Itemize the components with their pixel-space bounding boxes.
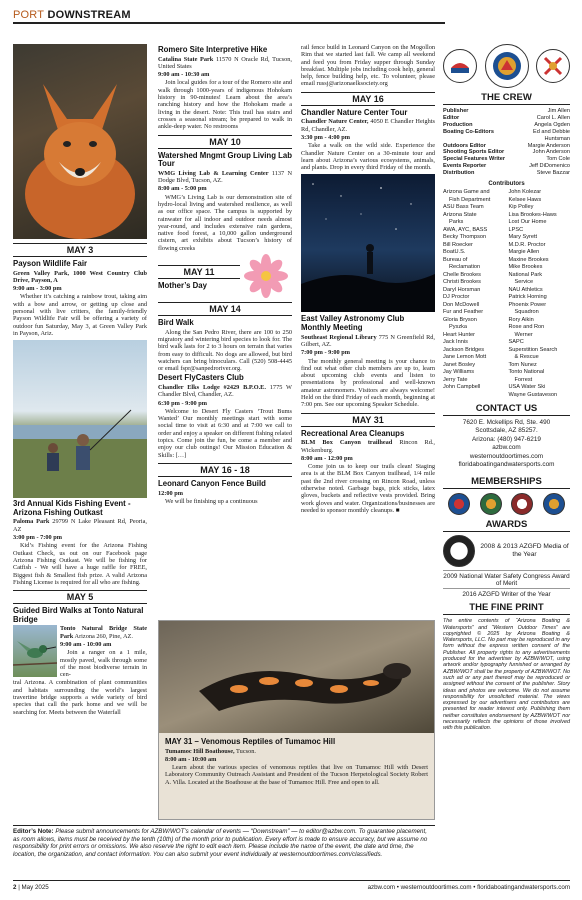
contributor-name: Wayne Gustaveson [508, 391, 558, 398]
contributor-name: DJ Proctor [443, 294, 470, 301]
event-address: 4050 E Chandler Heights Rd, Chandler, AZ. [301, 118, 435, 133]
bird-icon [13, 625, 57, 677]
contact-info [443, 419, 570, 469]
contributor-name: Fish Department [449, 196, 491, 203]
crew-role: Shooting Sports Editor [443, 149, 505, 156]
right-sidebar [443, 40, 570, 732]
contributor-name: & Rescue [514, 354, 539, 361]
event-body: Whether it’s catching a rainbow trout, taking aim with a bow and arrow, or getting up close and personal with live critters, the family-friendly Payson Wildlife Fair will be offering a variety of outdoor fun Saturday, May 3, at Green Valley Park in Payson, Ariz. [13, 293, 147, 337]
event-location: WMG Living Lab & Learning Center [158, 169, 269, 177]
event-time: 8:00 am - 12:00 pm [301, 454, 353, 462]
awards-title: AWARDS [443, 519, 570, 532]
award-text: 2008 & 2013 AZGFD Media of the Year [480, 542, 569, 558]
contributor-name: Heart Hunter [443, 331, 476, 338]
crew-row [443, 136, 570, 143]
award-text: 2016 AZGFD Writer of the Year [443, 588, 570, 601]
crew-role: Distribution [443, 170, 475, 177]
event-body: Welcome to Desert Fly Casters ‘Trout Bums Wanted’ Our monthly meetings start with some social time to visit at 6:30 and at 7:00 we call to order and enjoy a speaker on different fishing related topics. Come join the fun, be come a member and enjoy our club outings! Our Mission Education & Skills: […] [158, 407, 292, 459]
crew-name: Jeff DiDomenico [529, 163, 570, 170]
crew-name: Margie Anderson [527, 142, 570, 149]
event-address: Rincon Rd., Wickenburg. [301, 439, 435, 454]
editors-note [13, 825, 435, 858]
event-location: Southeast Regional Library [301, 333, 377, 341]
event-address: 29799 N Lake Pleasant Rd, Peoria, AZ [13, 518, 147, 533]
crew-row [443, 129, 570, 136]
event-body: WMG’s Living Lab is our demonstration site of hydro-local living and watershed resilience, as well as our office space. The campus is supported by rainwater for all indoor and outdoor needs almost year-round, and includes extensive rain gardens, native food forest, a 10,000 gallon underground cistern, art exhibits about Tucson’s history of flowing creeks [158, 193, 292, 252]
event-body-cont: tral Arizona. A combination of plant communities and habitats surrounding the world’s largest travertine bridge supports a wide variety of bird species that call the park home and we will be searching for. Meets between the Waterfall [13, 679, 147, 716]
fox-photo [13, 44, 147, 239]
arizona-logo-icon [485, 44, 529, 88]
crew-role: Boating Co-Editors [443, 128, 494, 135]
date-may-5: MAY 5 [13, 590, 147, 604]
lizard-icon [159, 621, 434, 733]
contact-website[interactable]: azbw.com [492, 444, 521, 452]
contributor-name: LPSC [508, 226, 524, 233]
event-body: Join a ranger on a 1 mile, mostly paved, walk through some of the most biodiverse terrain in cen- [60, 649, 147, 679]
contributor-name: Rose and Ron [508, 324, 545, 331]
contributor-name: M.D.R. Proctor [508, 241, 546, 248]
contributor-name: ASU Bass Team [443, 204, 484, 211]
event-body: Learn about the various species of venomous reptiles that live on Tumamoc Hill with Desert Laboratory Community Outreach Assistant and President of the Tucson Herpetological Society Robert A. Villa. Located at the Boathouse at the base of Tumamoc Hill. Free and open to all. [165, 764, 428, 786]
footer-sites: azbw.com • westernoutdoortimes.com • floridaboatingandwatersports.com [367, 884, 570, 891]
event-title: Guided Bird Walks at Tonto Natural Bridge [13, 606, 144, 624]
contributor-name: Jack Innis [443, 339, 468, 346]
date-may-10: MAY 10 [158, 135, 292, 149]
contributor-name: Arizona Game and [443, 189, 490, 196]
contributor-name: Jackson Bridges [443, 346, 485, 353]
crew-name: Carol L. Allen [536, 114, 570, 121]
astronomy-photo [301, 174, 435, 312]
event-title: Bird Walk [158, 318, 194, 328]
column-1 [13, 44, 147, 717]
contributor-name: Fur and Feather [443, 309, 484, 316]
event-location: BLM Box Canyon trailhead [301, 439, 393, 447]
gila-monster-photo [159, 621, 434, 733]
crew-name: Ed and Debbie [532, 128, 570, 135]
event-location: Tonto Natural Bridge State Park [60, 625, 147, 640]
event-time: 12:00 pm [158, 489, 184, 497]
section-header: PORT DOWNSTREAM [13, 9, 131, 21]
flower-icon [240, 254, 292, 298]
event-address: 1775 W Chandler Blvd, Chandler, AZ. [158, 383, 292, 399]
crew-name: Steve Bazzar [536, 170, 570, 177]
event-time: 7:00 pm - 9:00 pm [301, 349, 350, 357]
contributor-name: Arizona State [443, 211, 477, 218]
logos-row [443, 40, 570, 92]
contributor-name: Bureau of [443, 256, 468, 263]
event-address: Arizona 260, Pine, AZ. [74, 632, 133, 640]
fishing-family-icon [13, 340, 147, 498]
date-may-31: MAY 31 [301, 413, 435, 427]
membership-seal-icon [511, 493, 533, 515]
contributor-name: John Kolezar [508, 189, 542, 196]
crew-name: Tom Cole [546, 156, 570, 163]
feature-title: MAY 31 – Venomous Reptiles of Tumamoc Hill [165, 737, 336, 746]
issue-date: May 2025 [21, 884, 49, 891]
fine-print-title: THE FINE PRINT [443, 602, 570, 615]
contributor-name: Jerry Tate [443, 376, 468, 383]
event-time: 9:00 am - 10:30 am [158, 71, 210, 79]
event-body: Join local guides for a tour of the Romero site and walk through 1000-years of indigenous Hohokam history in 90-minutes! Learn about the area’s ranching history and how the Hohokam made a living in the desert. Note: This trail has stairs and crosses a seasonal stream; be prepared to walk in ankle-deep water. No restrooms [158, 79, 292, 131]
event-title: Desert FlyCasters Club [158, 373, 244, 383]
contributor-name: Don McDowell [443, 301, 480, 308]
event-time: 6:30 pm - 9:00 pm [158, 399, 207, 407]
contributor-name: Squadron [514, 309, 539, 316]
event-address: 1137 N Dodge Blvd, Tucson, AZ. [158, 169, 293, 185]
membership-seal-icon [480, 493, 502, 515]
contributor-name: Bill Roecker [443, 241, 473, 248]
contributor-name: Christi Brookes [443, 279, 481, 286]
crew-row [443, 143, 570, 150]
crew-role: Events Reporter [443, 163, 487, 170]
contributor-name: Lost Our Home [508, 219, 547, 226]
crew-row [443, 170, 570, 177]
florida-logo-icon [536, 49, 570, 83]
night-sky-icon [301, 174, 435, 312]
contributor-name: Parks [449, 219, 464, 226]
event-body: The monthly general meeting is your chance to find out what other club members are up to, learn about upcoming club events and listen to presentations by professional and well-known amateur astronomers. Visitors are always welcome! Held on the third Friday of each month, beginning at 7:00 pm. See our upcoming Speaker Schedule. [301, 357, 435, 409]
event-title: Watershed Mngmt Group Living Lab Tour [158, 150, 292, 169]
crew-name: Angela Ogden [534, 121, 570, 128]
contributor-name: Lisa Brookes-Haws [508, 211, 557, 218]
contact-line: Arizona: (480) 947-6219 [472, 435, 541, 443]
crew-row [443, 149, 570, 156]
contributor-name: Rory Aikin [508, 316, 534, 323]
contributor-name: Forrest [514, 376, 533, 383]
contact-line: Scottsdale, AZ 85257. [475, 427, 538, 435]
crew-name: John Anderson [532, 149, 570, 156]
contributor-name: Phoenix Power [508, 301, 547, 308]
crew-name: Huntsman [544, 135, 570, 142]
column-3 [301, 44, 435, 515]
contributor-name: Maxine Brookes [508, 256, 549, 263]
award-row [443, 535, 570, 567]
event-address: Tucson. [236, 747, 256, 755]
event-time: 3:00 pm - 7:00 pm [13, 534, 62, 542]
memberships-title: MEMBERSHIPS [443, 476, 570, 489]
contributor-name: Tom Nunez [508, 361, 537, 368]
contributor-name: Jane Lemon Mott [443, 354, 487, 361]
contributor-name: Kip Polley [508, 204, 534, 211]
membership-logos [443, 493, 570, 515]
event-time: 9:00 am - 10:00 am [60, 640, 112, 648]
contributor-name: Reclamation [449, 264, 481, 271]
event-title: Romero Site Interpretive Hike [158, 45, 268, 54]
date-may-16-18: MAY 16 - 18 [158, 463, 292, 477]
column-2 [158, 44, 292, 506]
crew-row [443, 156, 570, 163]
crew-row [443, 115, 570, 122]
contributor-name: SAPC [508, 339, 524, 346]
fox-icon [13, 44, 147, 239]
fine-print-text: The entire contents of “Arizona Boating & Watersports” and “Western Outdoor Times” are copyrighted © 2025 by Arizona Boating & Watersports, LLC. No part may be reproduced in any form without the express written consent of the Publisher. All property rights to any advertisements produced for the advertiser by AZBW/WOT, using artwork and/or typography furnished or arranged by AZBW/WOT shall be the property of AZBW/WOT. No such ad or any part thereof may be reproduced or assigned without the consent of the publisher. Story ideas and photos are welcome. We do not assume responsibility for unsolicited material. The views expressed by our advertisers and contributors are presented for reader interest only. Publishing them neither constitutes endorsement by AZBW/WOT nor necessarily reflects the opinions of those involved with this publication. [443, 618, 570, 732]
event-address: 775 N Greenfield Rd, Gilbert, AZ. [301, 333, 436, 348]
event-body-cont: rail fence build in Leonard Canyon on the Mogollon Rim that we started last fall. We camp all weekend and feed you from Friday supper through Sunday breakfast. Multiple jobs including cook help, general help, fence building help, etc. To volunteer, please email russj@arizonaelksociety.org [301, 44, 435, 88]
azbw-logo-icon [443, 49, 477, 83]
event-title: Chandler Nature Center Tour [301, 107, 408, 117]
contact-website[interactable]: floridaboatingandwatersports.com [458, 461, 555, 469]
crew-role: Production [443, 121, 473, 128]
date-may-11: MAY 11 [158, 265, 240, 279]
event-body: We will be finishing up a continuous [165, 497, 258, 505]
crew-row [443, 108, 570, 115]
crew-name: Jim Allen [547, 108, 570, 114]
membership-seal-icon [448, 493, 470, 515]
page-footer [13, 880, 570, 892]
event-title: Leonard Canyon Fence Build [158, 478, 266, 488]
event-location: Chandler Elks Lodge #2429 B.P.O.E. [158, 383, 266, 391]
editors-note-label: Editor’s Note: [13, 828, 54, 835]
contributor-name: Gloria Bryson [443, 316, 477, 323]
contributor-name: Tonto National [508, 369, 545, 376]
contributor-name: Daryl Horsman [443, 286, 481, 293]
contributor-name: Pyszka [449, 324, 468, 331]
contact-title: CONTACT US [443, 403, 570, 416]
event-title: Payson Wildlife Fair [13, 259, 88, 268]
crew-role: Editor [443, 114, 460, 121]
contributor-name: Chelle Brookes [443, 271, 481, 278]
contributor-name: Kelsee Haws [508, 196, 542, 203]
contributor-name: Becky Thompson [443, 234, 487, 241]
page-number: 2 [13, 884, 17, 891]
membership-seal-icon [543, 493, 565, 515]
event-time: 8:00 am - 5:00 pm [158, 185, 207, 193]
mothers-day-label: Mother’s Day [158, 280, 207, 290]
contributor-name: John Campbell [443, 384, 481, 391]
crew-row [443, 163, 570, 170]
contributor-name: USA Water Ski [508, 384, 546, 391]
event-body: Along the San Pedro River, there are 100 to 250 migratory and wintering bird species to look for. The bird walk lasts for 2 to 3 hours on terrain that varies from easy to difficult. No dogs are allowed, but bird watchers can bring binoculars. Call (520) 508-4445 or email fspr@sanpedroriver.org. [158, 328, 292, 373]
event-location: Paloma Park [13, 518, 50, 526]
contributor-name: AWA, AYC, BASS [443, 226, 488, 233]
contributor-name: NAU Athletics [508, 286, 543, 293]
editors-note-text: Please submit announcements for AZBW/WOT’s calendar of events — “Downstream” — to editor@azbw.com. To guarantee placement, as room allows, items must be received by the tenth (10th) of the month prior to publication. Every effort is made to ensure accuracy, but we assume no responsibility for print errors or omissions. We also reserve the right to edit each item. Please include the name of the event, the date and time, the location, the organization, and contact information. You can also submit your event individually at westernoutdoortimes.com/classifieds. [13, 828, 428, 858]
date-may-14: MAY 14 [158, 302, 292, 316]
event-location: Green Valley Park, 1000 West Country Club Drive, Payson, A [13, 269, 147, 284]
contributor-name: Janet Bosley [443, 361, 476, 368]
event-title: 3rd Annual Kids Fishing Event - Arizona Fishing Outkast [13, 499, 131, 517]
event-body: Come join us to keep our trails clean! Staging area is at the BLM Box Canyon trailhead, 1/4 mile past the 2nd river crossing on Rincon Road, unless otherwise noted. Garbage bags, pick sticks, latex gloves, buckets and reflective vests provided. Bring work gloves and water. Organizations/businesses are needed to sponsor monthly cleanups. ■ [301, 463, 435, 514]
event-time: 9:00 am - 3:00 pm [13, 285, 62, 293]
contributors-list [443, 189, 570, 399]
crew-role: Publisher [443, 108, 469, 114]
contributor-name: Margie Allen [508, 249, 540, 256]
contributor-name: Jay Williams [443, 369, 475, 376]
date-may-16: MAY 16 [301, 92, 435, 106]
crew-role: Outdoors Editor [443, 142, 486, 149]
contributor-name: Service [514, 279, 534, 286]
contributor-name: Mike Brookes [508, 264, 543, 271]
contributors-title: Contributors [488, 181, 525, 188]
event-location: Chandler Nature Center, [301, 118, 369, 126]
event-address: 11570 N Oracle Rd, Tucson, United States [158, 55, 292, 70]
date-may-3: MAY 3 [13, 243, 147, 257]
hummingbird-photo [13, 625, 57, 677]
event-title: Recreational Area Cleanups [301, 428, 405, 438]
event-title: East Valley Astronomy Club Monthly Meeting [301, 314, 405, 333]
event-time: 8:00 am - 10:00 am [165, 755, 217, 763]
contact-website[interactable]: westernoutdoortimes.com [469, 452, 544, 460]
contact-line: 7620 E. Mckellips Rd, Ste. 490 [462, 419, 551, 427]
award-text: 2009 National Water Safety Congress Award of Merit [443, 570, 570, 588]
event-body: Take a walk on the wild side. Experience the Chandler Nature Center on a 30-minute tour and learn about Arizona’s various ecosystems, animals, and plants. Drop in every third Friday of the month. [301, 142, 435, 172]
event-location: Tumamoc Hill Boathouse, [165, 747, 235, 755]
event-time: 3:30 pm - 4:00 pm [301, 133, 350, 141]
contributor-name: Werner [514, 331, 533, 338]
crew-title: THE CREW [443, 92, 570, 105]
crew-list [443, 108, 570, 177]
kids-fishing-photo [13, 340, 147, 498]
event-body: Kid’s Fishing event for the Arizona Fishing Outkast Check, us out on our Facebook page Arizona Fishing Outkast. We will be fishing for Catfish - We will have a huge raffle for FREE, Biggest fish & Smallest fish prize. A valid Arizona Fishing License is required for all who are fishing. [13, 542, 147, 586]
contributor-name: National Park [508, 271, 543, 278]
crew-role: Special Features Writer [443, 156, 506, 163]
crew-row [443, 122, 570, 129]
contributor-name: Patrick Horning [508, 294, 547, 301]
footer-left: 2 | May 2025 [13, 884, 49, 891]
azgfd-seal-icon [443, 535, 475, 567]
contributor-name: BoatU.S. [443, 249, 466, 256]
feature-box [158, 620, 435, 820]
contributor-name: Superstition Search [508, 346, 558, 353]
contributor-name: Mary Syrett [508, 234, 538, 241]
header-rule [13, 22, 445, 24]
event-location: Catalina State Park [158, 55, 214, 63]
